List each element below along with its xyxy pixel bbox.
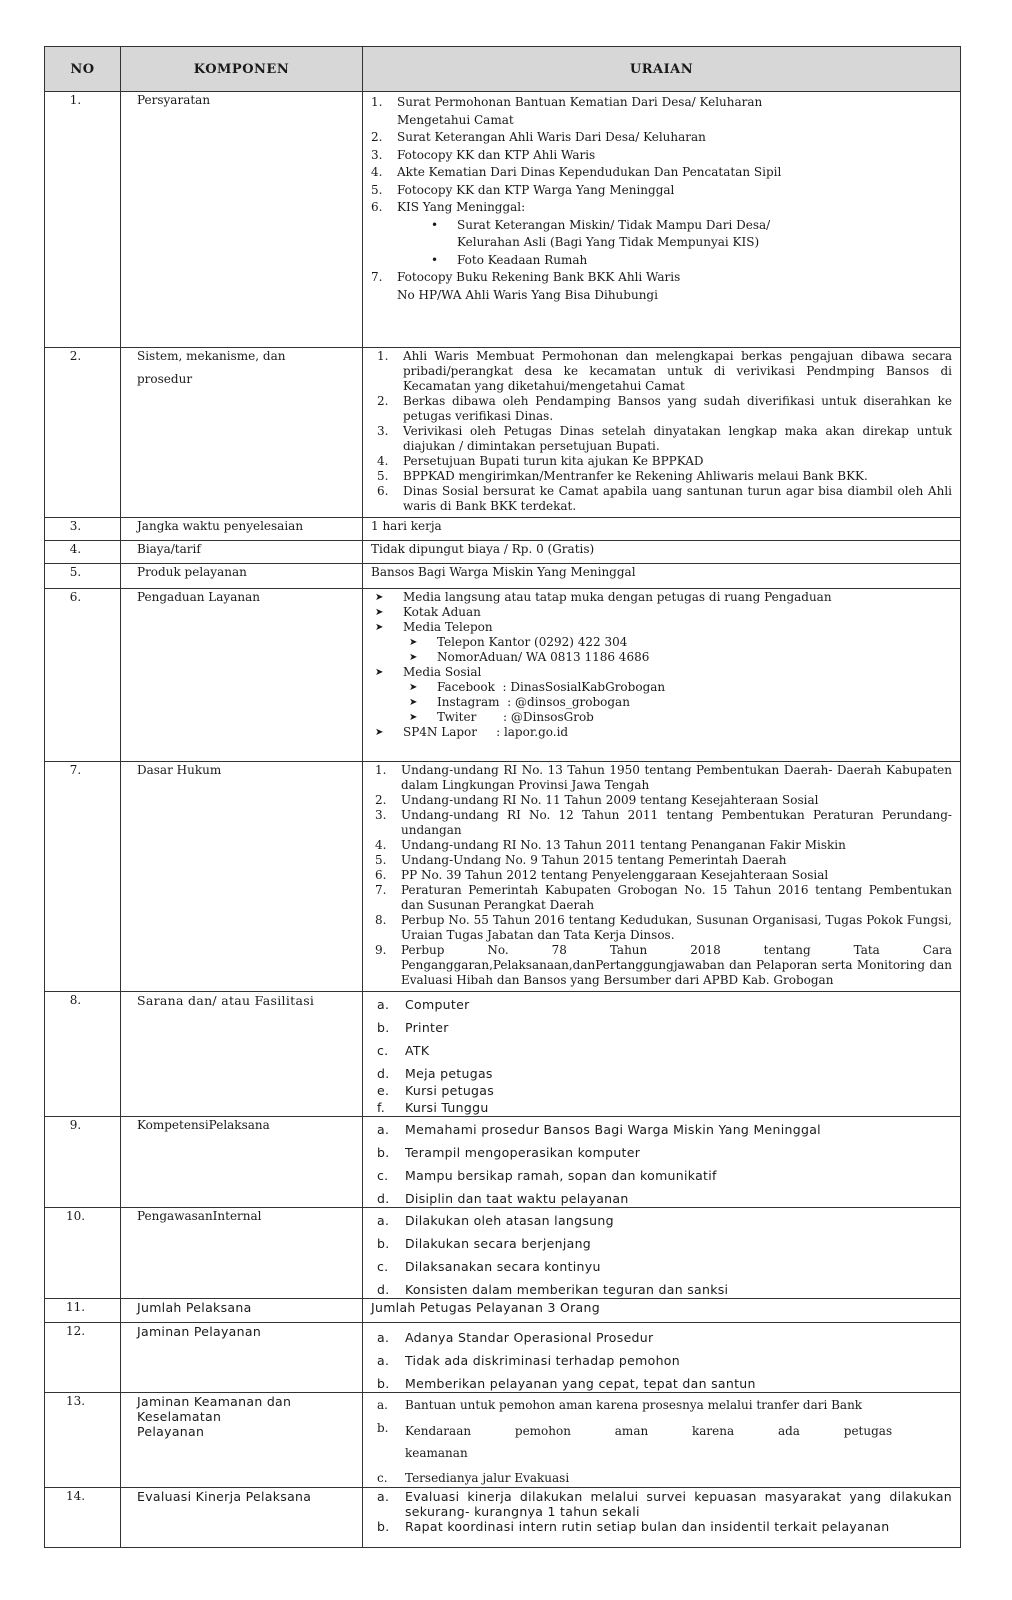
list-item: Perbup No. 78 Tahun 2018 tentang Tata Cara Penganggaran,Pelaksanaan,danPertanggungjawaban dan Pelaporan serta Monitoring dan Evaluasi Hibah dan Bansos yang Bersumber dari APBD Kab. Grobogan [401,943,952,987]
arrow-bullet-icon: ➤ [375,622,384,633]
list-item: SP4N Lapor : lapor.go.id [403,725,569,739]
list-item: Fotocopy KK dan KTP Ahli Waris [397,147,596,162]
list-item: Konsisten dalam memberikan teguran dan sanksi [405,1282,729,1297]
list-item: Perbup No. 55 Tahun 2016 tentang Kedudukan, Susunan Organisasi, Tugas Pokok Fungsi, Uraian Tugas Jabatan dan Tata Kerja Dinsos. [401,913,952,942]
list-item: Bantuan untuk pemohon aman karena prosesnya melalui tranfer dari Bank [405,1398,863,1412]
row-number: 13. [45,1393,121,1488]
service-standard-table [44,46,961,1548]
list-item: Instagram : @dinsos_grobogan [437,695,630,709]
list-marker: 1. [371,95,383,109]
list-marker: b. [377,1020,390,1035]
table-row [45,518,961,541]
header-komponen: KOMPONEN [121,47,363,92]
list-marker: 8. [375,913,387,927]
list-marker: b. [377,1145,390,1160]
list-marker: a. [377,1213,390,1228]
list-item: Kursi Tunggu [405,1100,489,1115]
row-komponen: Jangka waktu penyelesaian [121,518,363,541]
list-marker: 2. [377,394,389,408]
list-item: Media langsung atau tatap muka dengan petugas di ruang Pengaduan [403,590,832,604]
row-uraian: 1 hari kerja [363,518,961,541]
row-uraian [363,92,961,348]
list-item: Undang-Undang No. 9 Tahun 2015 tentang Pemerintah Daerah [401,853,787,867]
table-row [45,1323,961,1393]
komponen-line: prosedur [137,372,193,386]
row-number: 14. [45,1488,121,1548]
table-row [45,92,961,348]
row-komponen [121,1393,363,1488]
komponen-line: Sistem, mekanisme, dan [137,349,286,363]
row-uraian [363,1323,961,1393]
list-item: Computer [405,997,470,1012]
row-komponen: KompetensiPelaksana [121,1117,363,1208]
row-number: 3. [45,518,121,541]
row-komponen: Produk pelayanan [121,564,363,589]
table-row [45,992,961,1117]
list-item: Mampu bersikap ramah, sopan dan komunikatif [405,1168,717,1183]
bullet-icon: • [431,217,439,232]
bullet-icon [431,234,457,252]
row-number: 11. [45,1299,121,1323]
list-item: Undang-undang RI No. 13 Tahun 2011 tentang Penanganan Fakir Miskin [401,838,846,852]
row-uraian [363,348,961,518]
list-item: Printer [405,1020,449,1035]
list-marker: c. [377,1043,389,1058]
list-item: Kendaraan pemohon aman karena ada petugas keamanan [405,1424,893,1460]
table-row [45,1117,961,1208]
header-no: NO [45,47,121,92]
list-item: Surat Permohonan Bantuan Kematian Dari Desa/ Keluharan [397,95,763,109]
table-row [45,1488,961,1548]
row-uraian [363,1393,961,1488]
list-item: Adanya Standar Operasional Prosedur [405,1330,654,1345]
komponen-line: Jaminan Keamanan dan [137,1394,292,1409]
table-header-row [45,47,961,92]
row-uraian: Jumlah Petugas Pelayanan 3 Orang [363,1299,961,1323]
list-item: Evaluasi kinerja dilakukan melalui survei kepuasan masyarakat yang dilakukan sekurang- kurangnya 1 tahun sekali [405,1489,952,1519]
row-komponen: Jaminan Pelayanan [121,1323,363,1393]
list-item: Media Telepon [403,620,493,634]
row-number: 8. [45,992,121,1117]
list-marker: a. [377,1330,390,1345]
list-item: Kelurahan Asli (Bagi Yang Tidak Mempunyai KIS) [457,235,760,249]
list-marker [371,287,397,305]
list-item: Tersedianya jalur Evakuasi [405,1471,570,1485]
list-marker: d. [377,1066,390,1081]
list-item: Terampil mengoperasikan komputer [405,1145,641,1160]
list-item: Fotocopy KK dan KTP Warga Yang Meninggal [397,182,675,197]
list-item: Foto Keadaan Rumah [457,252,588,267]
list-marker: 1. [377,349,389,363]
list-item: Telepon Kantor (0292) 422 304 [437,635,628,649]
list-marker: d. [377,1282,390,1297]
row-uraian [363,1208,961,1299]
row-komponen: PengawasanInternal [121,1208,363,1299]
table-row [45,589,961,762]
arrow-bullet-icon: ➤ [409,712,418,723]
row-uraian [363,992,961,1117]
list-item: Disiplin dan taat waktu pelayanan [405,1191,629,1206]
list-marker: 3. [375,808,387,822]
list-item: Memberikan pelayanan yang cepat, tepat dan santun [405,1376,756,1391]
row-komponen: Jumlah Pelaksana [121,1299,363,1323]
row-uraian: Bansos Bagi Warga Miskin Yang Meninggal [363,564,961,589]
row-number: 7. [45,762,121,992]
list-item: Surat Keterangan Ahli Waris Dari Desa/ Keluharan [397,130,706,144]
header-uraian: URAIAN [363,47,961,92]
list-item: BPPKAD mengirimkan/Mentranfer ke Rekening Ahliwaris melaui Bank BKK. [403,469,868,483]
row-number: 6. [45,589,121,762]
row-uraian [363,1488,961,1548]
list-marker: a. [377,1489,390,1504]
list-item: KIS Yang Meninggal: [397,200,526,214]
row-komponen: Pengaduan Layanan [121,589,363,762]
list-item: Ahli Waris Membuat Permohonan dan melengkapai berkas pengajuan dibawa secara pribadi/perangkat desa ke kecamatan untuk di verivikasi Pendmping Bansos di Kecamatan yang diketahui/mengetahui Camat [403,349,952,393]
list-marker [371,112,397,130]
list-marker: 5. [377,469,389,483]
arrow-bullet-icon: ➤ [409,652,418,663]
table-row [45,1393,961,1488]
row-number: 12. [45,1323,121,1393]
list-marker: b. [377,1421,389,1435]
list-marker: 3. [371,147,383,162]
list-marker: 6. [371,200,383,214]
list-item: Persetujuan Bupati turun kita ajukan Ke BPPKAD [403,454,704,468]
table-row [45,1299,961,1323]
arrow-bullet-icon: ➤ [375,667,384,678]
list-marker: a. [377,1122,390,1137]
list-item: PP No. 39 Tahun 2012 tentang Penyelenggaraan Kesejahteraan Sosial [401,868,829,882]
list-item: Media Sosial [403,665,482,679]
arrow-bullet-icon: ➤ [409,637,418,648]
list-item: Dilakukan secara berjenjang [405,1236,592,1251]
arrow-bullet-icon: ➤ [375,592,384,603]
list-marker: b. [377,1376,390,1391]
table-row [45,762,961,992]
list-marker: 5. [371,182,383,197]
list-marker: c. [377,1259,389,1274]
row-komponen: Persyaratan [121,92,363,348]
list-item: No HP/WA Ahli Waris Yang Bisa Dihubungi [397,287,658,302]
arrow-bullet-icon: ➤ [409,682,418,693]
list-marker: 2. [375,793,387,807]
table-row [45,1208,961,1299]
table-row [45,564,961,589]
row-uraian: Tidak dipungut biaya / Rp. 0 (Gratis) [363,541,961,564]
row-komponen: Biaya/tarif [121,541,363,564]
list-marker: 6. [375,868,387,882]
list-marker: 2. [371,130,383,144]
list-item: Undang-undang RI No. 11 Tahun 2009 tentang Kesejahteraan Sosial [401,793,819,807]
list-item: Dinas Sosial bersurat ke Camat apabila uang santunan turun agar bisa diambil oleh Ahli waris di Bank BKK terdekat. [403,484,952,513]
bullet-icon: • [431,252,439,267]
list-item: ATK [405,1043,430,1058]
list-marker: a. [377,1398,388,1412]
row-komponen [121,348,363,518]
row-number: 1. [45,92,121,348]
list-marker: e. [377,1083,390,1098]
row-number: 4. [45,541,121,564]
list-marker: 4. [371,165,383,179]
list-marker: 5. [375,853,387,867]
komponen-line: Keselamatan [137,1409,222,1424]
row-uraian [363,589,961,762]
list-marker: 4. [375,838,387,852]
list-item: Memahami prosedur Bansos Bagi Warga Miskin Yang Meninggal [405,1122,821,1137]
list-item: Akte Kematian Dari Dinas Kependudukan Dan Pencatatan Sipil [397,165,782,179]
list-marker: 1. [375,763,387,777]
list-item: Undang-undang RI No. 12 Tahun 2011 tentang Pembentukan Peraturan Perundang-undangan [401,808,952,837]
row-komponen: Evaluasi Kinerja Pelaksana [121,1488,363,1548]
list-marker: a. [377,997,390,1012]
list-item: Rapat koordinasi intern rutin setiap bulan dan insidentil terkait pelayanan [405,1519,890,1534]
list-marker: a. [377,1353,390,1368]
arrow-bullet-icon: ➤ [375,607,384,618]
row-komponen: Dasar Hukum [121,762,363,992]
list-marker: 9. [375,943,387,957]
list-marker: b. [377,1236,390,1251]
list-item: Berkas dibawa oleh Pendamping Bansos yang sudah diverifikasi untuk diserahkan ke petugas verifikasi Dinas. [403,394,952,423]
table-row [45,348,961,518]
arrow-bullet-icon: ➤ [375,727,384,738]
list-item: Verivikasi oleh Petugas Dinas setelah dinyatakan lengkap maka akan direkap untuk diajukan / dimintakan persetujuan Bupati. [403,424,952,453]
row-komponen: Sarana dan/ atau Fasilitasi [121,992,363,1117]
list-marker: c. [377,1471,388,1485]
list-marker: 7. [371,270,383,284]
list-marker: 6. [377,484,389,498]
list-item: Dilaksanakan secara kontinyu [405,1259,601,1274]
list-item: Meja petugas [405,1066,493,1081]
list-marker: c. [377,1168,389,1183]
list-marker: 3. [377,424,389,438]
list-item: Fotocopy Buku Rekening Bank BKK Ahli Waris [397,270,681,284]
document-page [44,46,960,1548]
list-item: Tidak ada diskriminasi terhadap pemohon [405,1353,680,1368]
list-item: Kursi petugas [405,1083,495,1098]
table-row [45,541,961,564]
list-marker: b. [377,1519,390,1534]
row-number: 9. [45,1117,121,1208]
list-marker: d. [377,1191,390,1206]
row-number: 5. [45,564,121,589]
list-item: Twiter : @DinsosGrob [437,710,594,724]
list-item: Facebook : DinasSosialKabGrobogan [437,680,666,694]
list-item: Kotak Aduan [403,605,481,619]
list-item: Mengetahui Camat [397,112,514,127]
row-uraian [363,762,961,992]
row-number: 2. [45,348,121,518]
row-uraian [363,1117,961,1208]
list-item: Surat Keterangan Miskin/ Tidak Mampu Dari Desa/ [457,217,771,232]
list-item: NomorAduan/ WA 0813 1186 4686 [437,650,650,664]
list-item: Peraturan Pemerintah Kabupaten Grobogan No. 15 Tahun 2016 tentang Pembentukan dan Susunan Perangkat Daerah [401,883,952,912]
komponen-line: Pelayanan [137,1424,205,1439]
list-item: Dilakukan oleh atasan langsung [405,1213,614,1228]
list-item: Undang-undang RI No. 13 Tahun 1950 tentang Pembentukan Daerah- Daerah Kabupaten dalam Lingkungan Provinsi Jawa Tengah [401,763,952,792]
list-marker: f. [377,1100,386,1115]
list-marker: 4. [377,454,389,468]
arrow-bullet-icon: ➤ [409,697,418,708]
list-marker: 7. [375,883,387,897]
row-number: 10. [45,1208,121,1299]
